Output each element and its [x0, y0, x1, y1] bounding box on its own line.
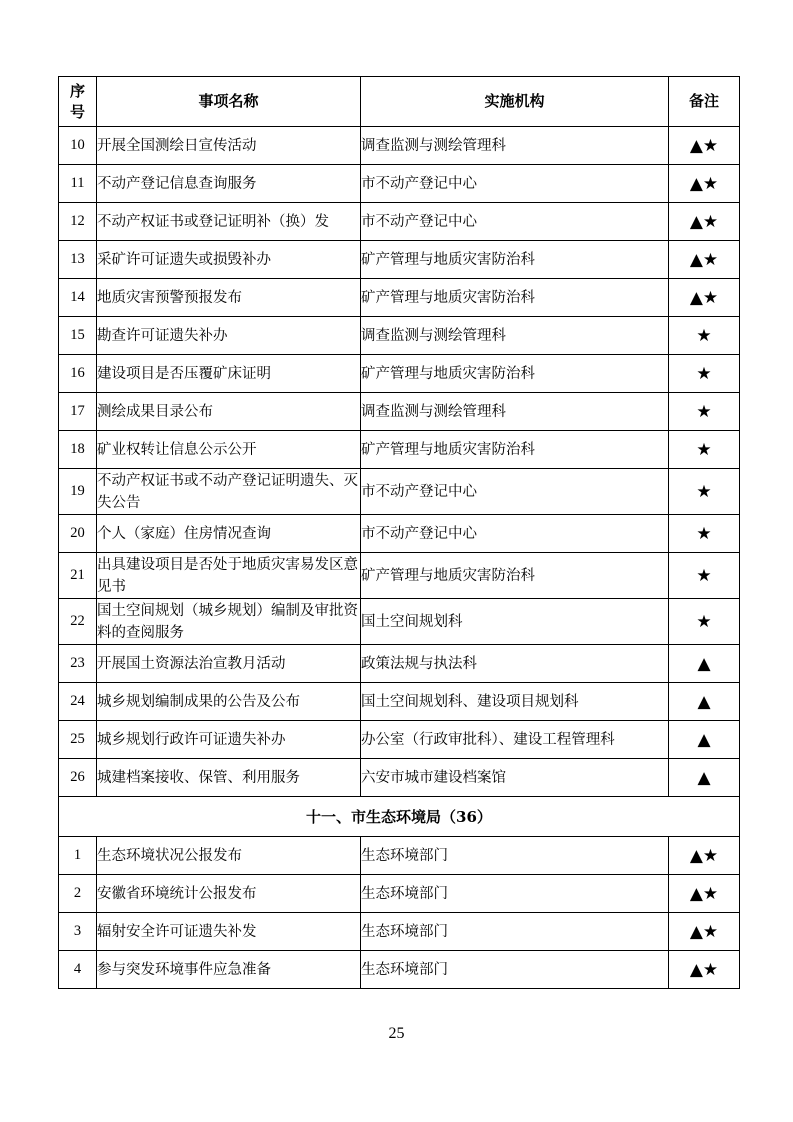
row-note: ▲★ [669, 165, 740, 203]
row-seq: 15 [59, 317, 97, 355]
table-row [59, 683, 740, 721]
table-row [59, 951, 740, 989]
row-note: ▲ [669, 683, 740, 721]
table-row [59, 279, 740, 317]
row-note: ▲★ [669, 241, 740, 279]
row-name: 开展全国测绘日宣传活动 [97, 127, 361, 165]
row-org: 办公室（行政审批科）、建设工程管理科 [361, 721, 669, 759]
row-note: ★ [669, 515, 740, 553]
page-number: 25 [388, 1025, 405, 1042]
table-row [59, 759, 740, 797]
row-org: 矿产管理与地质灾害防治科 [361, 241, 669, 279]
row-seq: 2 [59, 875, 97, 913]
row-note: ▲★ [669, 127, 740, 165]
table-row [59, 355, 740, 393]
row-org: 调查监测与测绘管理科 [361, 317, 669, 355]
row-org: 政策法规与执法科 [361, 645, 669, 683]
table-row [59, 431, 740, 469]
table-row [59, 721, 740, 759]
header-name: 事项名称 [97, 77, 361, 127]
row-note: ★ [669, 553, 740, 599]
row-seq: 16 [59, 355, 97, 393]
row-org: 市不动产登记中心 [361, 469, 669, 515]
row-note: ★ [669, 469, 740, 515]
row-note: ★ [669, 317, 740, 355]
header-seq: 序号 [59, 77, 97, 127]
row-org: 生态环境部门 [361, 875, 669, 913]
row-org: 调查监测与测绘管理科 [361, 127, 669, 165]
row-seq: 12 [59, 203, 97, 241]
row-name: 国土空间规划（城乡规划）编制及审批资料的查阅服务 [97, 599, 361, 645]
row-note: ★ [669, 599, 740, 645]
row-org: 国土空间规划科、建设项目规划科 [361, 683, 669, 721]
row-note: ★ [669, 355, 740, 393]
row-org: 生态环境部门 [361, 913, 669, 951]
row-seq: 24 [59, 683, 97, 721]
row-note: ★ [669, 431, 740, 469]
row-seq: 25 [59, 721, 97, 759]
table-row [59, 241, 740, 279]
row-org: 生态环境部门 [361, 951, 669, 989]
row-name: 生态环境状况公报发布 [97, 837, 361, 875]
table-row [59, 127, 740, 165]
row-name: 采矿许可证遗失或损毁补办 [97, 241, 361, 279]
row-seq: 19 [59, 469, 97, 515]
row-seq: 10 [59, 127, 97, 165]
row-seq: 20 [59, 515, 97, 553]
table-row [59, 913, 740, 951]
row-name: 出具建设项目是否处于地质灾害易发区意见书 [97, 553, 361, 599]
row-org: 调查监测与测绘管理科 [361, 393, 669, 431]
row-org: 矿产管理与地质灾害防治科 [361, 279, 669, 317]
row-name: 安徽省环境统计公报发布 [97, 875, 361, 913]
items-table [58, 76, 740, 989]
row-name: 不动产登记信息查询服务 [97, 165, 361, 203]
row-note: ★ [669, 393, 740, 431]
row-name: 建设项目是否压覆矿床证明 [97, 355, 361, 393]
table-row [59, 203, 740, 241]
header-note: 备注 [669, 77, 740, 127]
table-row [59, 553, 740, 599]
row-name: 地质灾害预警预报发布 [97, 279, 361, 317]
row-seq: 18 [59, 431, 97, 469]
table-row [59, 469, 740, 515]
row-note: ▲ [669, 645, 740, 683]
row-name: 矿业权转让信息公示公开 [97, 431, 361, 469]
row-seq: 21 [59, 553, 97, 599]
row-name: 城建档案接收、保管、利用服务 [97, 759, 361, 797]
row-org: 市不动产登记中心 [361, 515, 669, 553]
row-seq: 3 [59, 913, 97, 951]
row-org: 国土空间规划科 [361, 599, 669, 645]
row-note: ▲★ [669, 875, 740, 913]
row-name: 勘查许可证遗失补办 [97, 317, 361, 355]
header-org: 实施机构 [361, 77, 669, 127]
row-seq: 11 [59, 165, 97, 203]
row-name: 参与突发环境事件应急准备 [97, 951, 361, 989]
row-name: 城乡规划编制成果的公告及公布 [97, 683, 361, 721]
section-row [59, 797, 740, 837]
row-seq: 1 [59, 837, 97, 875]
row-name: 个人（家庭）住房情况查询 [97, 515, 361, 553]
section-title: 十一、市生态环境局（36） [59, 797, 740, 837]
row-org: 矿产管理与地质灾害防治科 [361, 431, 669, 469]
row-name: 不动产权证书或登记证明补（换）发 [97, 203, 361, 241]
row-seq: 22 [59, 599, 97, 645]
table-row [59, 599, 740, 645]
row-name: 城乡规划行政许可证遗失补办 [97, 721, 361, 759]
row-name: 开展国土资源法治宣教月活动 [97, 645, 361, 683]
header-row [59, 77, 740, 127]
table-row [59, 165, 740, 203]
row-name: 不动产权证书或不动产登记证明遗失、灭失公告 [97, 469, 361, 515]
table-row [59, 645, 740, 683]
row-org: 市不动产登记中心 [361, 203, 669, 241]
row-org: 市不动产登记中心 [361, 165, 669, 203]
row-note: ▲ [669, 759, 740, 797]
row-org: 生态环境部门 [361, 837, 669, 875]
row-seq: 17 [59, 393, 97, 431]
row-note: ▲ [669, 721, 740, 759]
row-name: 测绘成果目录公布 [97, 393, 361, 431]
row-seq: 26 [59, 759, 97, 797]
row-note: ▲★ [669, 913, 740, 951]
table-row [59, 515, 740, 553]
row-name: 辐射安全许可证遗失补发 [97, 913, 361, 951]
table-row [59, 875, 740, 913]
table-row [59, 317, 740, 355]
table-row [59, 393, 740, 431]
row-seq: 13 [59, 241, 97, 279]
row-seq: 23 [59, 645, 97, 683]
row-seq: 4 [59, 951, 97, 989]
row-seq: 14 [59, 279, 97, 317]
row-note: ▲★ [669, 837, 740, 875]
row-note: ▲★ [669, 279, 740, 317]
row-note: ▲★ [669, 951, 740, 989]
table-row [59, 837, 740, 875]
row-note: ▲★ [669, 203, 740, 241]
row-org: 矿产管理与地质灾害防治科 [361, 553, 669, 599]
row-org: 六安市城市建设档案馆 [361, 759, 669, 797]
row-org: 矿产管理与地质灾害防治科 [361, 355, 669, 393]
